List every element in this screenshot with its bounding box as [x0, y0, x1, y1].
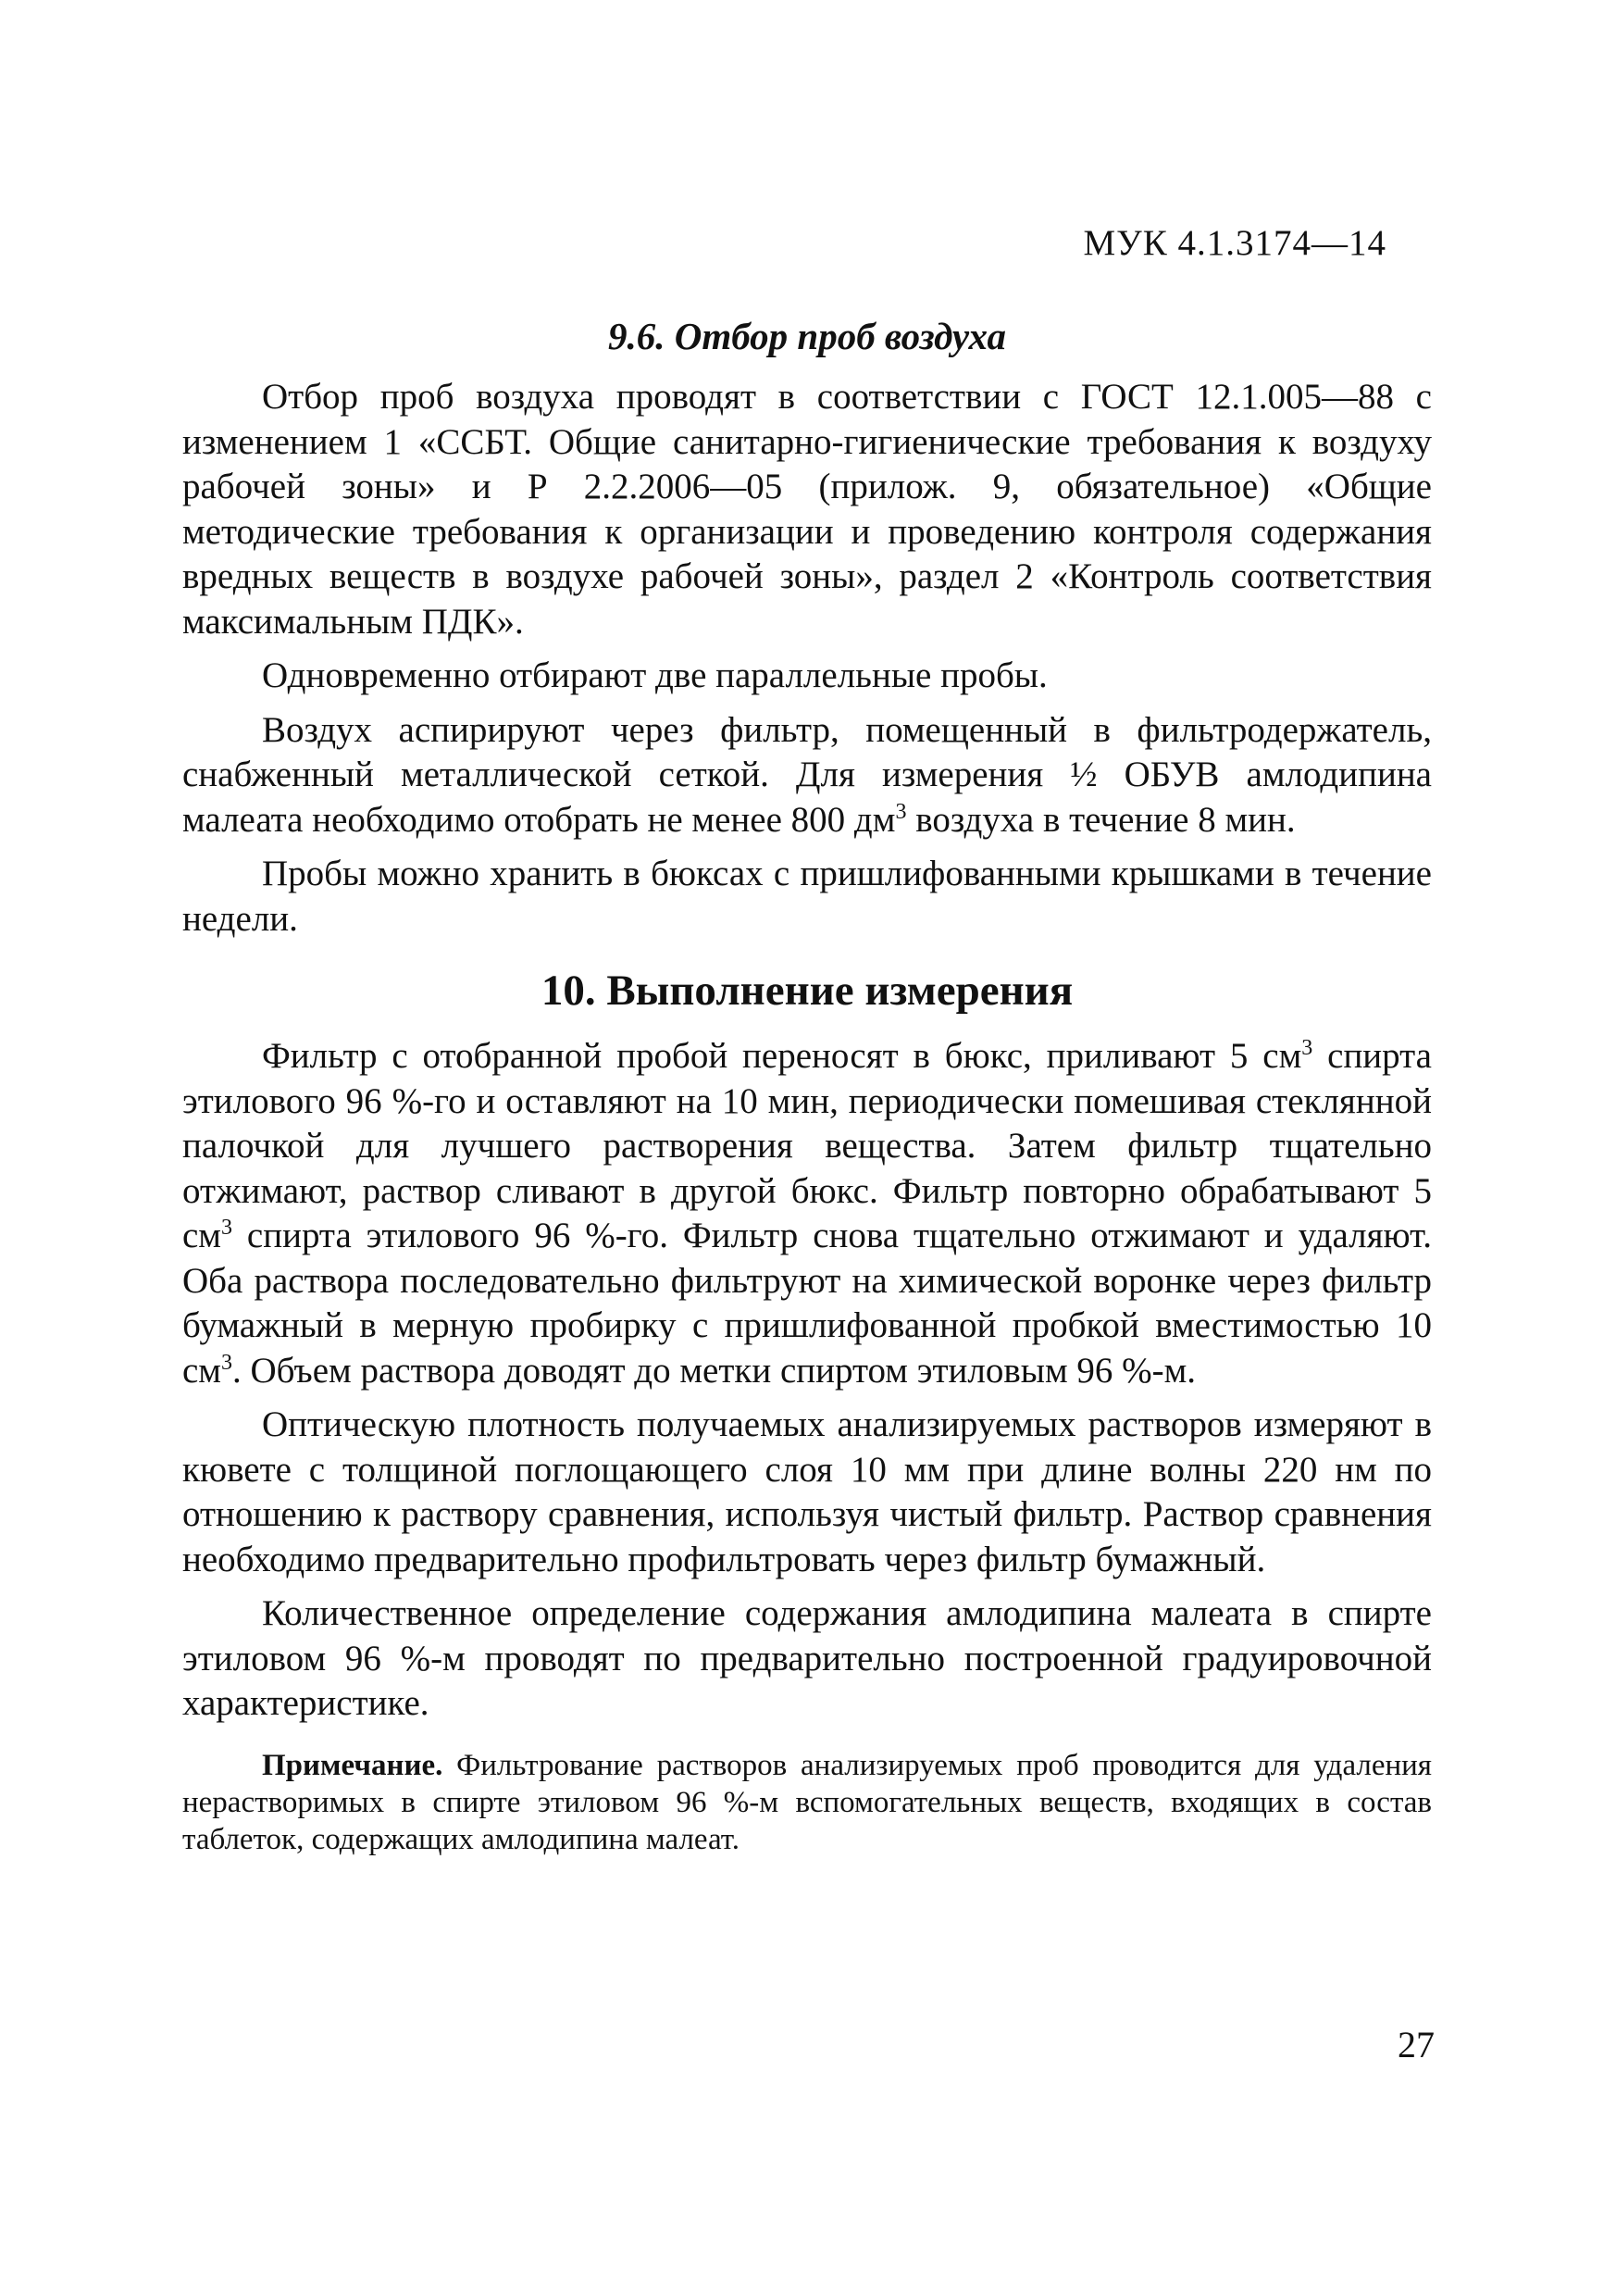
paragraph-sampling-standard: Отбор проб воздуха проводят в соответствии с ГОСТ 12.1.005—88 с изменением 1 «ССБТ. Общие санитарно-гигиенические требования к воздуху рабочей зоны» и Р 2.2.2006—05 (прилож. 9, обязательное) «Общие методические требования к организации и проведению контроля содержания вредных веществ в воздухе рабочей зоны», раздел 2 «Контроль соответствия максимальным ПДК». — [182, 377, 1432, 642]
section-heading-air-sampling: 9.6. Отбор проб воздуха — [607, 315, 1007, 357]
paragraph-parallel-samples: Одновременно отбирают две параллельные пробы. — [262, 655, 1048, 695]
page-content — [182, 310, 1432, 1858]
paragraph-filter-processing — [182, 1034, 1432, 1393]
superscript-3: 3 — [895, 799, 907, 824]
paragraph-quantitative: Количественное определение содержания амлодипина малеата в спирте этиловом 96 %-м проводят по предварительно построенной градуировочной характеристике. — [182, 1593, 1432, 1723]
note-label: Примечание. — [262, 1748, 443, 1782]
superscript-3: 3 — [221, 1350, 232, 1375]
filter-text-4: . Объем раствора доводят до метки спиртом этиловым 96 %-м. — [232, 1350, 1197, 1391]
superscript-3: 3 — [1301, 1036, 1313, 1060]
aspiration-text-1: Воздух аспирируют через фильтр, помещенный в фильтродержатель, снабженный металлической сеткой. Для измерения ½ ОБУВ амлодипина малеата необходимо отобрать не менее 800 дм — [182, 709, 1432, 840]
paragraph-sample-storage: Пробы можно хранить в бюксах с пришлифованными крышками в течение недели. — [182, 854, 1432, 939]
aspiration-text-2: воздуха в течение 8 мин. — [906, 799, 1296, 840]
filter-text-1: Фильтр с отобранной пробой переносят в бюкс, приливают 5 см — [262, 1036, 1302, 1076]
document-code: МУК 4.1.3174—14 — [1083, 223, 1386, 263]
note-paragraph — [182, 1747, 1432, 1858]
note-text: Фильтрование растворов анализируемых проб проводится для удаления нерастворимых в спирте этиловом 96 %-м вспомогательных веществ, входящих в состав таблеток, содержащих амлодипина малеат. — [182, 1748, 1432, 1856]
superscript-3: 3 — [221, 1216, 232, 1240]
section-heading-measurement: 10. Выполнение измерения — [541, 967, 1074, 1015]
paragraph-aspiration — [182, 708, 1432, 843]
filter-text-2: спирта этилового 96 %-го и оставляют на 10 мин, периодически помешивая стеклянной палочкой для лучшего растворения вещества. Затем фильтр тщательно отжимают, раствор сливают в другой бюкс. Фильтр повторно обрабатывают 5 см — [182, 1036, 1432, 1255]
filter-text-3: спирта этилового 96 %-го. Фильтр снова тщательно отжимают и удаляют. Оба раствора последовательно фильтруют на химической воронке через фильтр бумажный в мерную пробирку с пришлифованной пробкой вместимостью 10 см — [182, 1216, 1432, 1391]
page-number: 27 — [1398, 2024, 1435, 2065]
paragraph-optical-density: Оптическую плотность получаемых анализируемых растворов измеряют в кювете с толщиной поглощающего слоя 10 мм при длине волны 220 нм по отношению к раствору сравнения, используя чистый фильтр. Раствор сравнения необходимо предварительно профильтровать через фильтр бумажный. — [182, 1404, 1432, 1579]
